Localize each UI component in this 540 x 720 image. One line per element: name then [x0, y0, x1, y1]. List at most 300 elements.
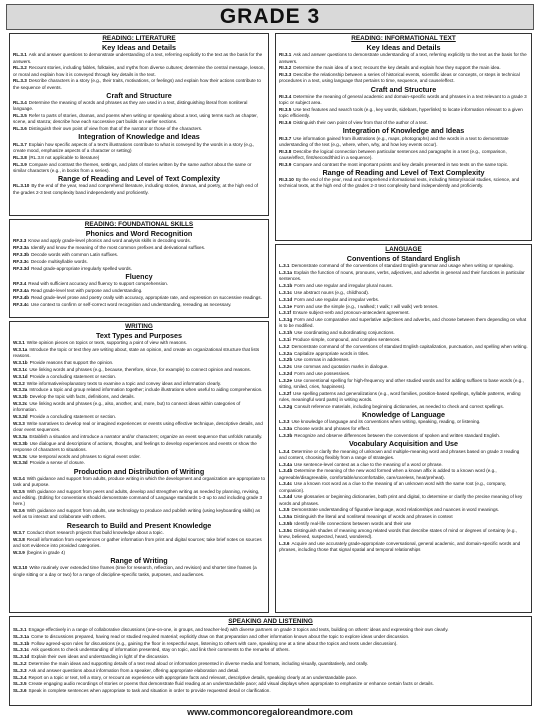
standard-text: Distinguish shades of meaning among related words that describe states of mind or degrees of certainty (e.g., knew, believed, suspected, heard, wondered).: [279, 527, 517, 539]
standard-text: Know and apply grade-level phonics and word analysis skills in decoding words.: [28, 238, 191, 244]
standard-code: RL.3.6: [13, 126, 27, 132]
standard-code: W.3.1c: [13, 367, 28, 372]
standard-item: [13, 367, 265, 373]
box-title: READING: LITERATURE: [102, 35, 176, 42]
standard-item: [13, 381, 265, 387]
standard-text: Follow agreed-upon rules for discussions (e.g., gaining the floor in respectful ways, listening to others with care, speaking one at a time about the topics and texts under discussion).: [31, 640, 398, 646]
standard-code: W.3.3c: [13, 453, 28, 459]
section-heading: Text Types and Purposes: [95, 331, 182, 340]
standard-item: [13, 414, 265, 420]
standard-item: [279, 371, 528, 377]
standard-item: [13, 627, 528, 633]
standard-text: Distinguish their own point of view from that of the author of a text.: [293, 120, 428, 126]
standard-item: [279, 136, 528, 148]
standard-text: Write routinely over extended time frames (time for research, reflection, and revision) and shorter time frames (a single sitting or a day or two) for a range of discipline-specific tasks, purposes, and audiences.: [13, 565, 257, 577]
standard-code: RL.3.3: [13, 78, 27, 84]
standard-text: Use sentence-level context as a clue to the meaning of a word or phrase.: [294, 461, 443, 467]
speaking-listening-box: [9, 616, 532, 706]
standard-text: Ask questions to check understanding of information presented, stay on topic, and link their comments to the remarks of others.: [31, 647, 290, 653]
standard-text: By the end of the year, read and comprehend literature, including stories, dramas, and poetry, at the high end of the grades 2-3 text complexity band independently and proficiently.: [13, 183, 259, 195]
standard-code: RL.3.10: [13, 183, 30, 189]
standard-text: Determine the meaning of words and phrases as they are used in a text, distinguishing literal from nonliteral language.: [13, 100, 248, 112]
box-title: LANGUAGE: [385, 246, 422, 253]
standard-text: Ensure subject-verb and pronoun-antecedent agreement.: [293, 310, 410, 316]
standard-text: Write opinion pieces on topics or texts, supporting a point of view with reasons.: [26, 340, 188, 346]
standard-code: RL.3.7: [13, 141, 27, 147]
section-heading: Range of Reading and Level of Text Complexity: [322, 167, 485, 177]
standard-item: [13, 441, 265, 453]
standard-code: L.3.5b: [279, 520, 293, 526]
standard-text: Determine the main ideas and supporting details of a text read aloud or information presented in diverse media and formats, including visually, quantitatively, and orally.: [28, 660, 369, 666]
standard-text: Use temporal words and phrases to signal event order.: [29, 453, 141, 459]
standard-text: Use spelling patterns and generalizations (e.g., word families, position-based spellings, syllable patterns, ending rules, meaningful word parts) in writing words.: [279, 390, 521, 402]
standard-text: Distinguish their own point of view from that of the narrator or those of the characters.: [28, 126, 203, 132]
standard-text: Provide a concluding statement or section.: [29, 413, 117, 419]
standard-text: With guidance and support from adults, produce writing in which the development and organization are appropriate to task and purpose.: [13, 475, 266, 488]
standard-item: [13, 565, 265, 577]
standard-code: L.3.4: [279, 448, 290, 454]
standard-code: W.3.2d: [13, 413, 28, 419]
standard-item: [279, 494, 528, 506]
standard-code: SL.3.4: [13, 674, 27, 680]
standard-text: Provide a concluding statement or section.: [29, 373, 117, 379]
section-heading: Conventions of Standard English: [346, 254, 461, 263]
standard-text: Describe the relationship between a series of historical events, scientific ideas or concepts, or steps in technical procedures in a text, using language that pertains to time, sequence, and cause/effect.: [279, 72, 520, 84]
standard-code: RF.3.4b: [13, 294, 30, 300]
standard-text: Capitalize appropriate words in titles.: [294, 350, 370, 356]
standard-item: [13, 65, 265, 77]
standard-text: Demonstrate command of the conventions of standard English capitalization, punctuation, and spelling when writing.: [291, 343, 528, 349]
standard-text: Choose words and phrases for effect.: [294, 426, 371, 432]
standard-text: Ask and answer questions to demonstrate understanding of a text, referring explicitly to the text as the basis for the answers.: [13, 52, 263, 64]
standard-item: [279, 449, 528, 461]
standard-text: Consult reference materials, including beginning dictionaries, as needed to check and correct spellings.: [294, 403, 504, 409]
standard-item: [13, 142, 265, 154]
standard-text: Engage effectively in a range of collaborative discussions (one-on-one, in groups, and teacher-led) with diverse partners on grade 3 topics and texts, building on others' ideas and expressing their own clearly.: [28, 627, 449, 632]
standard-item: [279, 364, 528, 370]
standard-item: [279, 468, 528, 480]
standard-code: L.3.1a: [279, 270, 293, 276]
standard-text: Speak in complete sentences when appropriate to task and situation in order to provide requested detail or clarification.: [28, 688, 271, 694]
standard-text: Conduct short research projects that build knowledge about a topic.: [26, 530, 164, 535]
standard-code: L.3.5a: [279, 514, 293, 520]
standard-item: [279, 337, 528, 343]
section-heading: Phonics and Word Recognition: [85, 229, 193, 238]
standard-code: SL.3.1c: [13, 647, 30, 653]
standard-code: L.3.3a: [279, 426, 293, 432]
standard-code: L.3.3: [279, 419, 290, 425]
standard-code: RI.3.8: [279, 148, 292, 154]
standard-item: [13, 252, 265, 258]
standard-item: [279, 541, 528, 553]
standard-item: [279, 52, 528, 64]
standard-code: W.3.4: [13, 475, 25, 481]
box-title: READING: INFORMATIONAL TEXT: [351, 35, 456, 42]
standard-text: Identify and know the meaning of the most common prefixes and derivational suffixes.: [30, 245, 206, 251]
standard-code: SL.3.1d: [13, 654, 30, 660]
standard-code: W.3.1: [13, 340, 25, 346]
standard-text: With guidance and support from adults, use technology to produce and publish writing (using keyboarding skills) as well as to interact and collaborate with others.: [13, 508, 261, 520]
standard-code: L.3.2e: [279, 377, 293, 383]
standard-item: [13, 183, 265, 195]
standard-item: [13, 647, 528, 653]
standard-item: [13, 266, 265, 272]
standard-item: [13, 634, 528, 640]
standard-code: RF.3.4a: [13, 288, 29, 293]
standard-text: Come to discussions prepared, having read or studied required material; explicitly draw on that preparation and other information known about the topic to explore ideas under discussion.: [31, 633, 410, 639]
standard-text: Develop the topic with facts, definitions, and details.: [29, 394, 135, 400]
standard-code: L.3.1d: [279, 296, 293, 302]
box-title: WRITING: [125, 323, 153, 330]
standard-text: Use knowledge of language and its conventions when writing, speaking, reading, or listening.: [291, 419, 481, 425]
standard-code: RI.3.9: [279, 161, 292, 167]
standard-text: Distinguish the literal and nonliteral meanings of words and phrases in context: [294, 514, 453, 520]
standard-item: [13, 281, 265, 287]
standard-item: [13, 537, 265, 549]
standard-code: L.3.2g: [279, 403, 293, 409]
standard-code: RL.3.8: [13, 154, 27, 160]
standard-text: Explain their own ideas and understanding in light of the discussion.: [31, 654, 170, 660]
standard-code: L.3.3b: [279, 432, 293, 438]
section-heading: Fluency: [125, 271, 153, 281]
standard-text: Use glossaries or beginning dictionaries, both print and digital, to determine or clarify the precise meaning of key words and phrases.: [279, 494, 523, 506]
section-heading: Vocabulary Acquisition and Use: [348, 439, 459, 449]
section-heading: Craft and Structure: [106, 90, 172, 100]
standard-code: W.3.1d: [13, 373, 28, 379]
standard-item: [279, 344, 528, 350]
box-title: SPEAKING AND LISTENING: [228, 618, 313, 625]
standard-item: [279, 107, 528, 119]
standard-text: (RL.3.8 not applicable to literature): [28, 154, 100, 160]
standard-code: RI.3.4: [279, 94, 292, 100]
standard-text: Ask and answer questions to demonstrate understanding of a text, referring explicitly to the text as the basis for the answers.: [279, 52, 527, 64]
standard-code: RL.3.2: [13, 65, 27, 71]
standard-item: [13, 454, 265, 460]
standard-text: Establish a situation and introduce a narrator and/or characters; organize an event sequence that unfolds naturally.: [29, 433, 263, 439]
standard-code: RI.3.7: [279, 135, 292, 141]
standard-item: [279, 351, 528, 357]
standard-item: [13, 387, 265, 393]
standard-text: Use abstract nouns (e.g., childhood).: [294, 290, 370, 295]
page-header: [6, 4, 534, 30]
standard-text: Use text features and search tools (e.g., key words, sidebars, hyperlinks) to locate information relevant to a given topic efficiently.: [279, 107, 523, 119]
standard-code: L.3.1c: [279, 290, 293, 295]
standard-code: RL.3.5: [13, 113, 27, 119]
standard-item: [13, 162, 265, 174]
standard-code: W.3.9: [13, 549, 25, 555]
standard-text: Provide reasons that support the opinion.: [29, 360, 114, 366]
standard-text: Determine the main idea of a text; recount the key details and explain how they support the main idea.: [293, 65, 501, 71]
standard-text: Identify real-life connections between words and their use: [294, 520, 412, 526]
standard-text: (begins in grade 4): [26, 549, 66, 555]
standard-code: W.3.1a: [13, 347, 28, 353]
standard-code: W.3.2a: [13, 387, 28, 393]
section-heading: Knowledge of Language: [361, 409, 446, 419]
standard-item: [13, 654, 528, 660]
standard-code: L.3.6: [279, 540, 290, 546]
standard-code: W.3.8: [13, 536, 25, 542]
standard-text: Read grade-appropriate irregularly spelled words.: [31, 265, 132, 271]
standard-text: Use context to confirm or self-correct word recognition and understanding, rereading as necessary.: [30, 301, 232, 307]
standard-text: Recognize and observe differences between the conventions of spoken and written standard English.: [294, 432, 501, 438]
standard-text: Produce simple, compound, and complex sentences.: [292, 336, 401, 342]
standard-item: [13, 374, 265, 380]
standard-text: Use conventional spelling for high-frequency and other studied words and for adding suffixes to base words (e.g., sitting, smiled, cries, happiness).: [279, 377, 524, 389]
section-heading: Craft and Structure: [370, 84, 437, 94]
standard-item: [13, 394, 265, 400]
standard-item: [13, 295, 265, 301]
section-heading: Range of Reading and Level of Text Complexity: [57, 174, 220, 184]
standard-code: RL.3.4: [13, 100, 27, 106]
standard-text: Create engaging audio recordings of stories or poems that demonstrate fluid reading at an understandable pace; add visual displays when appropriate to emphasize or enhance certain facts or details.: [28, 681, 434, 687]
standard-item: [13, 245, 265, 251]
standard-text: Determine the meaning of the new word formed when a known affix is added to a known word (e.g., agreeable/disagreeable, comfortable/uncomfortable, care/careless, heat/preheat).: [279, 468, 497, 480]
standard-text: Recall information from experiences or gather information from print and digital sources; take brief notes on sources and sort evidence into provided categories.: [13, 536, 262, 548]
standard-item: [13, 360, 265, 366]
standard-text: Introduce the topic or text they are writing about, state an opinion, and create an organizational structure that lists reasons.: [13, 347, 260, 359]
standard-code: L.3.1f: [279, 310, 291, 316]
standard-item: [279, 290, 528, 296]
standard-item: [13, 460, 265, 466]
standard-item: [13, 661, 528, 667]
standard-code: RL.3.9: [13, 161, 27, 167]
standard-text: Form and use possessives.: [294, 370, 351, 376]
standard-item: [279, 378, 528, 390]
standard-code: W.3.2: [13, 380, 25, 386]
standard-text: Use commas and quotation marks in dialogue.: [294, 364, 389, 370]
standard-text: Use linking words and phrases (e.g., because, therefore, since, for example) to connect opinion and reasons.: [29, 367, 251, 372]
standard-code: L.3.5c: [279, 527, 293, 533]
standard-text: Use information gained from illustrations (e.g., maps, photographs) and the words in a text to demonstrate understanding of the text (e.g., where, when, why, and how key events occur).: [279, 135, 509, 147]
standard-code: L.3.1e: [279, 303, 293, 309]
standard-text: Form and use the simple (e.g., I walked; I walk; I will walk) verb tenses.: [294, 303, 439, 309]
standard-code: RI.3.3: [279, 72, 292, 78]
section-heading: Integration of Knowledge and Ideas: [78, 132, 200, 142]
section-heading: Key Ideas and Details: [366, 43, 441, 52]
standard-item: [279, 94, 528, 106]
standard-text: Explain how specific aspects of a text's illustrations contribute to what is conveyed by the words in a story (e.g., create mood, emphasize aspects of a character or setting): [13, 141, 255, 154]
standard-text: Form and use regular and irregular verbs.: [294, 296, 380, 302]
standard-code: RI.3.1: [279, 52, 292, 58]
standard-text: Determine or clarify the meaning of unknown and multiple-meaning word and phrases based on grade 3 reading and content, choosing flexibly from a range of strategies.: [279, 448, 520, 460]
standard-text: Provide a sense of closure.: [29, 460, 85, 466]
standard-text: Determine the meaning of general academic and domain-specific words and phrases in a text relevant to a grade 3 topic or subject area.: [279, 94, 527, 106]
standard-item: [279, 304, 528, 310]
standard-item: [279, 481, 528, 493]
standard-code: W.3.1b: [13, 360, 28, 366]
standard-code: RF.3.4: [13, 281, 27, 287]
standard-item: [279, 270, 528, 282]
standard-code: L.3.2b: [279, 357, 293, 363]
standard-text: Decode multisyllable words.: [30, 258, 88, 264]
standard-code: RI.3.6: [279, 120, 292, 126]
standard-item: [279, 521, 528, 527]
standard-code: SL.3.6: [13, 688, 27, 694]
standard-text: Ask and answer questions about information from a speaker, offering appropriate elaboration and detail.: [28, 667, 240, 673]
standard-code: W.3.3a: [13, 433, 28, 439]
standard-code: SL.3.3: [13, 667, 27, 673]
standard-text: Write narratives to develop real or imagined experiences or events using effective technique, descriptive details, and clear event sequences.: [13, 420, 263, 432]
standard-code: L.3.5: [279, 507, 290, 513]
standard-item: [13, 302, 265, 308]
standard-code: RF.3.3d: [13, 265, 30, 271]
standard-code: L.3.4c: [279, 481, 293, 487]
language-box: [275, 244, 532, 613]
standard-item: [279, 65, 528, 71]
footer-url[interactable]: www.commoncoregaloreandmore.com: [187, 707, 353, 717]
standard-item: [279, 357, 528, 363]
standard-code: SL.3.1b: [13, 640, 30, 646]
standard-item: [279, 419, 528, 425]
standard-code: RF.3.3: [13, 238, 27, 244]
writing-box: [9, 321, 269, 613]
section-heading: Integration of Knowledge and Ideas: [342, 126, 465, 136]
standard-text: With guidance and support from peers and adults, develop and strengthen writing as needed by planning, revising, and editing. (Editing for conventions should demonstrate command of Language standards 1-3 up to and including grade 3 here.): [13, 488, 262, 507]
standard-text: Use linking words and phrases (e.g., also, another, and, more, but) to connect ideas within categories of information.: [13, 400, 241, 413]
standard-code: W.3.3d: [13, 460, 28, 466]
standard-code: RI.3.10: [279, 177, 294, 183]
standard-item: [279, 162, 528, 168]
standard-item: [13, 668, 528, 674]
standard-item: [13, 259, 265, 265]
standard-item: [279, 391, 528, 403]
section-heading: Key Ideas and Details: [102, 43, 176, 52]
standard-text: Read grade-level prose and poetry orally with accuracy, appropriate rate, and expression on successive readings.: [31, 294, 262, 300]
standard-text: Read with sufficient accuracy and fluency to support comprehension.: [28, 281, 169, 287]
standard-item: [279, 514, 528, 520]
standard-code: SL.3.5: [13, 681, 27, 687]
standard-code: L.3.1g: [279, 317, 293, 323]
standard-item: [279, 177, 528, 189]
standard-code: W.3.3b: [13, 440, 28, 446]
standard-text: Describe the logical connection between particular sentences and paragraphs in a text (e.g., comparison, cause/effect, first/second/third in a sequence).: [279, 148, 507, 160]
standard-text: Write informative/explanatory texts to examine a topic and convey ideas and information clearly.: [26, 380, 222, 386]
standard-code: W.3.6: [13, 508, 25, 514]
standard-code: L.3.2c: [279, 364, 293, 370]
standard-text: Use coordinating and subordinating conjunctions.: [294, 330, 395, 336]
standard-code: L.3.2d: [279, 370, 293, 376]
standard-code: L.3.2: [279, 343, 290, 349]
section-heading: Research to Build and Present Knowledge: [66, 520, 212, 530]
standard-item: [13, 401, 265, 413]
standard-item: [279, 310, 528, 316]
standard-code: W.3.5: [13, 488, 25, 494]
standard-text: Describe characters in a story (e.g., their traits, motivations, or feelings) and explain how their actions contribute to the sequence of events.: [13, 78, 261, 90]
standard-item: [279, 462, 528, 468]
standard-code: W.3.3: [13, 420, 25, 426]
standard-code: L.3.1b: [279, 283, 293, 289]
standard-item: [279, 426, 528, 432]
standard-item: [279, 528, 528, 540]
standard-code: L.3.4a: [279, 461, 293, 467]
standard-code: W.3.2b: [13, 394, 28, 400]
standard-text: Demonstrate command of the conventions of standard English grammar and usage when writing or speaking.: [291, 263, 514, 269]
standard-item: [13, 434, 265, 440]
standard-item: [13, 52, 265, 64]
standard-item: [279, 263, 528, 269]
reading-informational-box: [275, 33, 532, 241]
standard-text: By the end of the year, read and comprehend informational texts, including history/social studies, science, and technical texts, at the high end of the grades 2-3 text complexity band independently and proficiently.: [279, 177, 520, 189]
standard-text: Form and use regular and irregular plural nouns.: [294, 283, 393, 289]
standard-text: Use dialogue and descriptions of actions, thoughts, and feelings to develop experiences and events or show the response of characters to situations.: [13, 440, 257, 452]
standard-text: Compare and contrast the themes, settings, and plots of stories written by the same author about the same or similar characters (e.g., in books from a series).: [13, 161, 252, 173]
standard-code: L.3.4d: [279, 494, 293, 500]
standard-code: RF.3.4c: [13, 301, 29, 307]
standard-code: RI.3.2: [279, 65, 292, 71]
standard-text: Decode words with common Latin suffixes.: [31, 252, 119, 257]
section-heading: Range of Writing: [110, 556, 168, 565]
standard-text: Demonstrate understanding of figurative language, word relationships and nuances in word meanings.: [291, 507, 500, 513]
standard-item: [279, 149, 528, 161]
standard-code: L.3.2a: [279, 350, 293, 356]
standard-code: RL.3.1: [13, 52, 27, 58]
section-heading: Production and Distribution of Writing: [73, 466, 205, 476]
standard-text: Compare and contrast the most important points and key details presented in two texts on the same topic.: [293, 161, 509, 167]
standard-item: [13, 100, 265, 112]
standard-item: [279, 317, 528, 329]
standard-item: [279, 283, 528, 289]
standard-item: [13, 675, 528, 681]
standard-code: RF.3.3b: [13, 252, 30, 257]
standard-code: L.3.2f: [279, 390, 291, 396]
standard-item: [279, 330, 528, 336]
standard-item: [13, 340, 265, 346]
standard-item: [13, 476, 265, 488]
standard-code: SL.3.2: [13, 660, 27, 666]
standard-text: Refer to parts of stories, dramas, and poems when writing or speaking about a text, using terms such as chapter, scene, and stanza; describe how each successive part builds on earlier sections.: [13, 113, 258, 125]
standard-item: [13, 421, 265, 433]
standard-item: [13, 238, 265, 244]
standard-item: [279, 507, 528, 513]
standard-item: [13, 489, 265, 508]
standard-code: RI.3.5: [279, 107, 292, 113]
box-title: READING: FOUNDATIONAL SKILLS: [84, 221, 194, 228]
standard-text: Form and use comparative and superlative adjectives and adverbs, and choose between them depending on what is to be modified.: [279, 317, 527, 329]
standard-text: Use a known root word as a clue to the meaning of an unknown word with the same root (e.g., company, companion).: [279, 481, 507, 493]
reading-literature-box: [9, 33, 269, 216]
standard-item: [13, 530, 265, 536]
standard-item: [13, 508, 265, 520]
standard-text: Read grade-level text with purpose and understanding.: [30, 288, 143, 293]
standard-code: L.3.1i: [279, 336, 291, 342]
standard-code: W.3.2c: [13, 400, 28, 406]
standard-text: Introduce a topic and group related information together; include illustrations when useful to aiding comprehension.: [29, 387, 263, 393]
standard-code: W.3.10: [13, 565, 28, 571]
standard-code: W.3.7: [13, 530, 25, 535]
standard-code: L.3.4b: [279, 468, 293, 474]
standard-item: [13, 155, 265, 161]
standard-item: [13, 641, 528, 647]
standard-code: SL.3.1a: [13, 633, 30, 639]
standard-code: RF.3.3c: [13, 258, 29, 264]
standard-code: RF.3.3a: [13, 245, 29, 251]
page-title: GRADE 3: [219, 5, 321, 28]
standard-text: Recount stories, including fables, folktales, and myths from diverse cultures; determine the central message, lesson, or moral and explain how it is conveyed through key details in the text.: [13, 65, 265, 77]
standard-text: Acquire and use accurately grade-appropriate conversational, general academic, and domain-specific words and phrases, including those that signal spatial and temporal relationships: [279, 540, 521, 552]
standard-item: [13, 688, 528, 694]
standard-text: Explain the function of nouns, pronouns, verbs, adjectives, and adverbs in general and their functions in particular sentences.: [279, 270, 525, 282]
standard-item: [13, 78, 265, 90]
standard-item: [279, 72, 528, 84]
standard-item: [13, 681, 528, 687]
standard-text: Report on a topic or text, tell a story, or recount an experience with appropriate facts and relevant, descriptive details, speaking clearly at an understandable pace.: [28, 674, 358, 680]
standard-item: [13, 113, 265, 125]
reading-foundational-box: [9, 219, 269, 318]
standard-code: L.3.1h: [279, 330, 293, 336]
standard-item: [13, 288, 265, 294]
standard-item: [13, 347, 265, 359]
standard-code: SL.3.1: [13, 627, 27, 632]
